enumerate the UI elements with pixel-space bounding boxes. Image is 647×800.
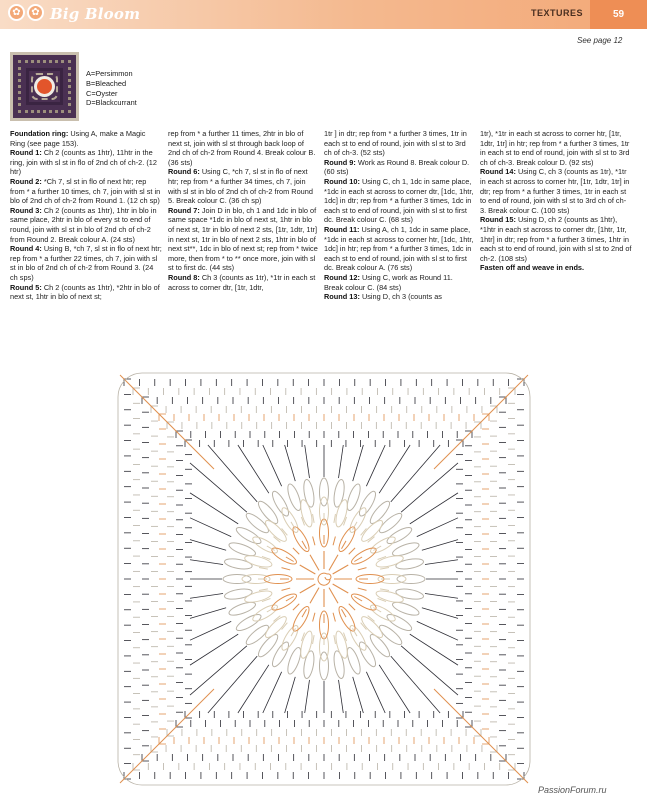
chain-loop [336,604,358,633]
stitch-mark [190,634,238,665]
stitch-mark [353,677,364,713]
stitch-mark [342,541,347,549]
stitch-mark [305,680,310,713]
round-text: Using C, ch 1, 1dc in same place, *1dc in each st across to corner dtr, [1dc, 1htr, 1dc] in dtr; rep from * a further 3 times, 1dc in each st to end of round, join with sl st to first dc. Break colour C. (68 sts) [324,176,474,225]
chain-loop [375,553,404,569]
instruction-paragraph [168,167,318,205]
star-icon: ✿ [27,4,44,21]
chain-loop [290,604,312,633]
instruction-column [10,129,162,302]
stitch-mark [349,548,355,554]
stitch-mark [417,518,458,537]
round-text: Join D in blo, ch 1 and 1dc in blo of same space *1dc in blo of next st, 1htr in blo of next st, 1tr in blo of next 2 sts, [1tr, 1dtr, 1tr] in next st, 1tr in blo of next 2 sts, 1htr in blo of next st**, 1dc in blo of next st; rep from * twice more, then from * to ** once more, join with sl st to first dc. (44 sts) [168,205,318,273]
stitch-mark [417,621,458,640]
stitch-mark [339,680,344,713]
round-text: Using A, make a Magic Ring (see page 153). [10,129,146,148]
corner-line [434,375,528,469]
stitch-mark [353,445,364,481]
watermark: PassionForum.ru [538,785,607,795]
round-label: Round 13: [324,292,360,302]
stitch-mark [238,665,269,713]
instruction-column [324,129,474,302]
chain-loop [359,614,385,640]
round-text: Using B, *ch 7, sl st in flo of next htr; rep from * a further 22 times, ch 7, join with sl st in blo of 2nd ch of ch-2 from Round 3. (24 ch sps) [10,244,162,282]
round-text: Using C, ch 3 (counts as 1tr), *1tr in each st across to corner htr, [1tr, 1dtr, 1tr] in dtr; rep from * a further 3 times, 1tr in each st to end of round, join with sl st to 3rd ch of ch-3. Break colour C. (100 sts) [480,167,630,215]
stitch-mark [333,613,335,622]
stitch-mark [259,589,268,591]
corner-line [120,375,214,469]
stitch-mark [305,445,310,478]
chain-loop [367,632,392,659]
chain-loop [270,591,299,613]
round-label: Round 7: [168,205,200,215]
chain-loop [349,591,378,613]
difficulty-stars [8,4,44,21]
round-text: Work as Round 8. Break colour D. (60 sts) [324,157,470,177]
chain-loop [377,622,404,647]
chain-loop [395,587,424,601]
stitch-mark [354,597,362,602]
stitch-mark [401,646,458,695]
chain-loop [270,545,299,567]
chain-loop [336,525,358,554]
instruction-paragraph [168,129,318,167]
instruction-paragraph [10,206,162,244]
instruction-paragraph [10,283,162,302]
chain-loop [263,614,289,640]
stitch-mark [366,445,385,486]
stitch-mark [342,609,347,617]
chain-loop [263,518,289,544]
page-number: 59 [590,0,647,29]
stitch-mark [281,588,290,590]
round-text: 1tr), *1tr in each st across to corner htr, [1tr, 1dtr, 1tr] in htr; rep from * a further 3 times, 1tr in each st to end of round, join with sl st to 3rd ch of ch-3. Break colour D. (92 sts) [480,129,630,167]
stitch-mark [333,565,349,574]
chain-loop [332,650,346,679]
chain-loop [298,499,314,528]
stitch-mark [366,672,385,713]
chain-loop [334,630,350,659]
round-text: Ch 3 (counts as 1tr), *1tr in each st across to corner dtr, [1tr, 1dtr, [168,272,316,292]
round-label: Round 2: [10,176,42,186]
instruction-paragraph [324,273,474,292]
round-label: Round 10: [324,176,360,186]
stitch-mark [190,560,223,565]
stitch-mark [401,463,458,512]
stitch-mark [285,445,296,481]
round-label: Foundation ring: [10,129,69,138]
stitch-mark [358,568,367,570]
chain-loop [302,650,316,679]
chain-loop [395,557,424,571]
stitch-mark [263,672,282,713]
stitch-mark [286,557,294,562]
corner-line [120,689,214,783]
stitch-mark [293,548,299,554]
chain-loop [244,553,273,569]
stitch-mark [422,540,458,551]
instruction-paragraph [10,177,162,206]
instruction-paragraph [168,273,318,292]
round-text: Using C, *ch 7, sl st in flo of next htr; rep from * a further 34 times, ch 7, join with sl st in blo of 2nd ch of ch-2 from Round 5. Break colour C. (36 ch sp) [168,167,313,206]
round-text: Using D, ch 2 (counts as 1htr), *1htr in each st across to corner dtr, [1htr, 1tr, 1htr] in dtr; rep from * a further 3 times, 1htr in each st to end of round, join with sl st to 2nd of ch-2. (108 sts) [480,215,632,263]
stitch-mark [302,541,307,549]
corner-line [434,689,528,783]
stitch-mark [334,635,336,644]
stitch-mark [286,597,294,602]
stitch-mark [380,568,389,570]
stitch-mark [329,555,338,571]
round-label: Round 12: [324,272,360,282]
round-text: Ch 2 (counts as 1htr), 11htr in the ring, join with sl st in flo of 2nd ch of ch-2. (12 htr) [10,148,157,177]
instruction-paragraph [480,129,632,167]
round-label: Round 1: [10,148,42,158]
chain-loop [244,511,271,536]
round-label: Round 11: [324,224,360,234]
stitch-mark [238,445,269,493]
stitch-mark [379,665,410,713]
stitch-mark [349,604,355,610]
instruction-paragraph [324,158,474,177]
stitch-mark [300,565,316,574]
chain-loop [290,525,312,554]
round-label: Round 4: [10,244,42,254]
round-label: Round 8: [168,272,200,282]
legend-item: D=Blackcurrant [86,98,137,108]
stitch-mark [190,594,223,599]
chain-loop [298,630,314,659]
round-text: Using C, work as Round 11. Break colour C. (84 sts) [324,272,453,292]
star-icon: ✿ [8,4,25,21]
chain-loop [244,589,273,605]
instruction-paragraph [324,129,474,158]
colour-legend [86,69,137,108]
stitch-mark [293,604,299,610]
stitch-mark [422,608,458,619]
round-label: Round 6: [168,167,200,177]
chain-loop [332,479,346,508]
instruction-paragraph [324,292,474,302]
instruction-paragraph [10,148,162,177]
chain-loop [375,589,404,605]
instructions [10,129,640,344]
stitch-mark [333,584,349,593]
stitch-mark [380,589,389,591]
legend-item: C=Oyster [86,88,118,98]
stitch-mark [354,557,362,562]
instruction-paragraph [324,225,474,273]
stitch-mark [259,568,268,570]
round-text: Ch 2 (counts as 1htr), 1htr in blo in same place, 2htr in blo of every st to end of round, join with sl st in blo of 2nd ch of ch-2 from Round 2. Break colour A. (24 sts) [10,205,157,244]
chain-loop [302,479,316,508]
chain-loop [256,499,281,526]
stitch-mark [263,445,282,486]
instruction-paragraph [10,244,162,282]
chain-loop [256,632,281,659]
instruction-paragraph [480,263,632,273]
round-text: 1tr ] in dtr; rep from * a further 3 times, 1tr in each st to end of round, join with sl st to 3rd ch of ch-3. (52 sts) [324,129,467,158]
stitch-mark [313,635,315,644]
chain-loop [224,587,253,601]
chain-loop [367,499,392,526]
instruction-column [480,129,632,273]
finished-square-photo [10,52,79,121]
instruction-paragraph [324,177,474,225]
stitch-mark [329,588,338,604]
chain-loop [224,557,253,571]
legend-item: A=Persimmon [86,69,133,78]
chain-loop [244,622,271,647]
stitch-mark [425,560,458,565]
stitch-mark [391,445,440,502]
stitch-mark [285,677,296,713]
stitch-mark [313,613,315,622]
stitch-mark [391,656,440,713]
pattern-title: Big Bloom [50,5,141,23]
chain-loop [359,518,385,544]
stitch-mark [410,493,458,524]
stitch-mark [190,540,226,551]
stitch-mark [334,514,336,523]
stitch-mark [300,584,316,593]
round-text: *Ch 7, sl st in flo of next htr; rep from * a further 10 times, ch 7, join with sl st in blo of 2nd ch of ch-2 from Round 1. (12 ch sp) [10,176,161,206]
stitch-mark [339,445,344,478]
chain-loop [349,545,378,567]
round-text: Ch 2 (counts as 1htr), *2htr in blo of next st, 1htr in blo of next st; [10,282,160,302]
stitch-mark [208,656,257,713]
round-text: rep from * a further 11 times, 2htr in blo of next st, join with sl st through back loop of 2nd ch of ch-2 from Round 4. Break colour B. (36 sts) [168,129,316,167]
stitch-mark [310,555,319,571]
instruction-paragraph [480,167,632,215]
see-page-note: See page 12 [577,36,623,45]
instruction-paragraph [168,206,318,273]
stitch-mark [190,621,231,640]
stitch-mark [208,445,257,502]
round-label: Round 14: [480,167,516,177]
stitch-mark [190,463,247,512]
stitch-mark [410,634,458,665]
round-label: Round 15: [480,215,516,225]
chain-loop [334,499,350,528]
stitch-mark [190,518,231,537]
instruction-paragraph [10,129,162,148]
round-label: Round 9: [324,157,356,167]
round-label: Round 3: [10,205,42,215]
section-label: TEXTURES [531,8,584,18]
stitch-mark [358,588,367,590]
round-label: Fasten off and weave in ends. [480,263,585,273]
round-text: Using D, ch 3 (counts as [359,292,442,302]
round-label: Round 5: [10,282,42,292]
stitch-mark [333,536,335,545]
stitch-mark [379,445,410,493]
stitch-mark [190,646,247,695]
stitch-mark [313,514,315,523]
stitch-mark [302,609,307,617]
instruction-paragraph [480,215,632,263]
stitch-mark [313,536,315,545]
stitch-mark [190,608,226,619]
legend-item: B=Bleached [86,78,127,88]
stitch-mark [281,568,290,570]
stitch-mark [190,493,238,524]
stitch-mark [310,588,319,604]
instruction-column [168,129,318,292]
crochet-chart [105,367,543,792]
round-text: Using A, ch 1, 1dc in same place, *1dc in each st across to corner htr, [1dc, 1htr, 1dc] in htr; rep from * a further 3 times, 1dc in each st to end of round, join with sl st to first dc. Break colour A. (76 sts) [324,224,474,273]
magic-ring-icon [318,573,331,585]
stitch-mark [425,594,458,599]
chain-loop [377,511,404,536]
